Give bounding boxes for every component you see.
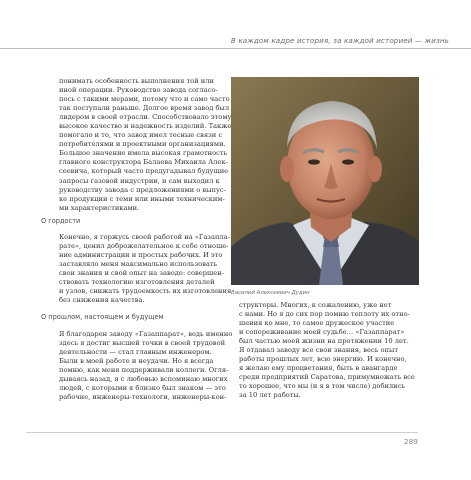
text-line: понимать особенность выполнения той или [59, 77, 214, 85]
text-line: рате», ценил доброжелательное к себе отноше- [59, 242, 229, 251]
text-line: ние администрации и простых рабочих. И это [59, 251, 223, 260]
text-line: сеевича, который часто предугадывал будущие [59, 167, 229, 176]
text-line: без снижения качества. [59, 296, 145, 305]
text-line: людей, с которыми я близко был знаком — это [59, 384, 226, 393]
text-line: так поступали раньше. Долгое время завод был [59, 104, 230, 113]
text-line: пось с такими мерами, потому что и само часто [59, 95, 230, 104]
text-line: среди предприятий Саратова, примумножать все [239, 373, 415, 382]
left-column-mid-text [59, 233, 232, 305]
text-line: заставляло меня максимально использовать [59, 260, 218, 269]
text-line: помню, как меня поддерживали коллеги. Огля- [59, 366, 229, 375]
text-line: Я благодарен заводу «Газаппарат», ведь именно [59, 330, 233, 338]
text-line: ствовать технологию изготовления деталей [59, 278, 215, 287]
text-line: главного конструктора Балаева Михаила Алек- [59, 158, 228, 167]
text-line: шения ко мне, то самое дружеское участие [239, 319, 395, 328]
text-line: руководству завода с предложениями о выпус- [59, 185, 226, 194]
page-header [0, 0, 471, 52]
text-line: ми характеристиками. [59, 203, 140, 212]
text-line: то хорошее, что мы (и я в том числе) добились [239, 382, 406, 391]
text-line: высокое качество и надежность изделий. Также [59, 122, 232, 131]
text-line: Были в моей работе и неудачи. Но я всегда [59, 357, 214, 366]
text-line: за 10 лет работы. [239, 391, 301, 400]
text-line: ке продукции с теми или иными техническим- [59, 194, 225, 203]
portrait-illustration [231, 77, 419, 285]
text-line: потребителями и проектными организациями. [59, 140, 226, 149]
left-column-top-text [59, 77, 232, 213]
section-heading-past-present-future: О прошлом, настоящем и будущем [41, 313, 164, 321]
text-line: иной операции. Руководство завода согласо- [59, 86, 218, 95]
text-line: дываясь назад, я с любовью вспоминаю многих [59, 375, 228, 384]
footer-divider [26, 432, 418, 433]
text-line: я желаю ему процветания, быть в авангарде [239, 364, 398, 373]
text-line: и сопереживание моей судьбе… «Газаппарат» [239, 328, 405, 337]
text-line: помогало и то, что завод имел тесные связи с [59, 131, 223, 140]
text-line: работы прошлых лет, всю энергию. И конечно, [239, 355, 407, 364]
left-column-bottom-text [59, 330, 233, 402]
right-column-text [239, 301, 419, 401]
text-line: и узлов, снижать трудоемкость их изготовления [59, 287, 232, 296]
text-line: был частью моей жизни на протяжении 10 лет. [239, 337, 409, 346]
text-line: лидером в своей отрасли. Способствовало этому [59, 113, 232, 122]
page-number: 289 [403, 437, 418, 446]
text-line: свои знания и свой опыт на заводе: совершен- [59, 269, 224, 278]
photo-caption: Василий Алексеевич Дудин [231, 290, 310, 296]
text-line: запросы газовой индустрии, и сам выходил к [59, 176, 220, 185]
text-line: Я отдавал заводу все свои знания, весь опыт [239, 346, 399, 355]
text-line: здесь я достиг высшей точки в своей трудовой [59, 339, 226, 348]
text-line: рабочие, инженеры-технологи, инженеры-кон- [59, 393, 227, 402]
running-title: В каждом кадре история, за каждой историей — жизнь [230, 36, 449, 45]
text-line: деятельности — стал главным инженером. [59, 348, 212, 357]
text-line: с нами. Но я до сих пор помню теплоту их отно- [239, 310, 410, 319]
header-divider [0, 48, 471, 49]
section-heading-pride: О гордости [41, 217, 81, 225]
text-line: Большое значение имела высокая грамотность [59, 149, 228, 158]
portrait-photo [231, 77, 419, 285]
text-line: Конечно, я горжусь своей работой на «Газапла- [59, 233, 230, 241]
text-line: структоры. Многих, к сожалению, уже нет [239, 301, 392, 309]
